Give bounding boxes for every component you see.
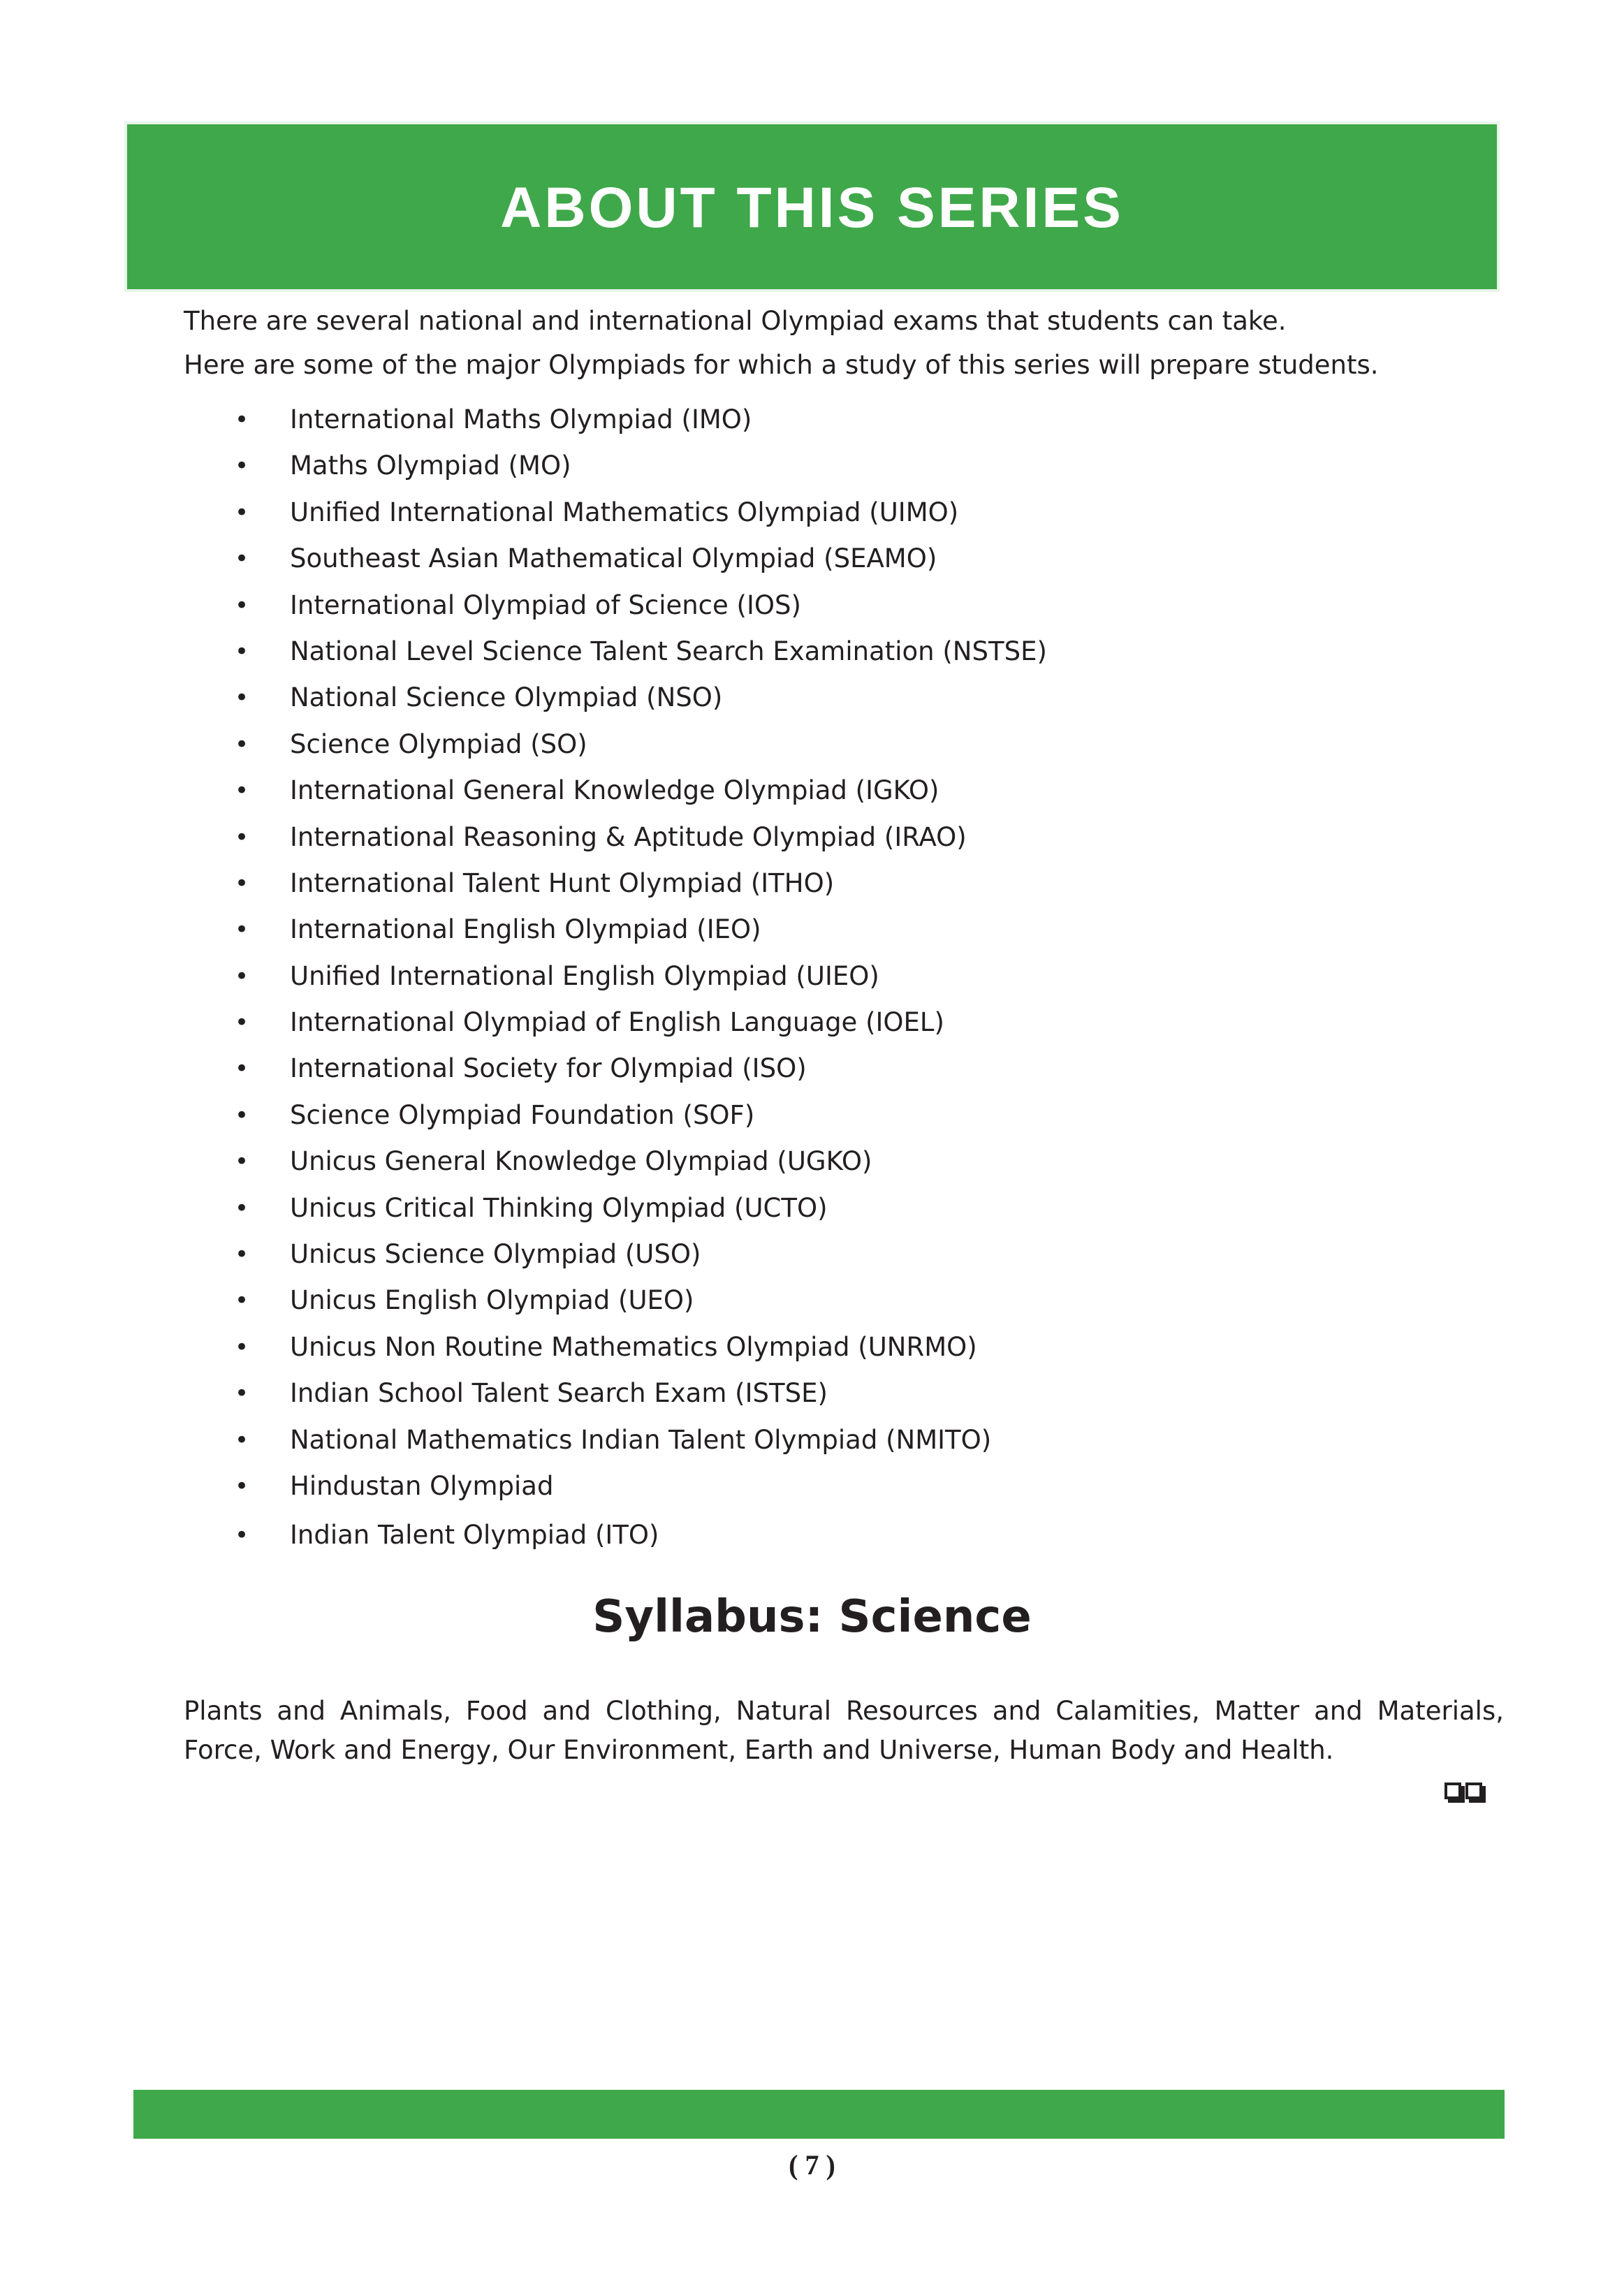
bullet-icon: • (235, 823, 249, 851)
bullet-icon: • (235, 869, 249, 898)
list-item-label: Unified International Mathematics Olympiad (UIMO) (290, 497, 959, 527)
bullet-icon: • (235, 1055, 249, 1083)
bullet-icon: • (235, 1333, 249, 1361)
bullet-icon: • (235, 1240, 249, 1269)
list-item-label: International Olympiad of Science (IOS) (290, 590, 801, 620)
bullet-icon: • (235, 1101, 249, 1129)
bullet-icon: • (235, 1009, 249, 1037)
list-item-label: International Maths Olympiad (IMO) (290, 404, 752, 434)
bullet-icon: • (235, 591, 249, 620)
list-item-label: National Mathematics Indian Talent Olympiad (NMITO) (290, 1424, 992, 1455)
bullet-icon: • (235, 406, 249, 434)
bullet-icon: • (235, 684, 249, 712)
list-item-label: Science Olympiad Foundation (SOF) (290, 1099, 755, 1130)
page-title: ABOUT THIS SERIES (500, 176, 1124, 240)
bullet-icon: • (235, 498, 249, 527)
footer-bar (133, 2090, 1505, 2139)
list-item-label: Indian School Talent Search Exam (ISTSE) (290, 1378, 828, 1409)
syllabus-heading: Syllabus: Science (592, 1591, 1032, 1643)
list-item-label: National Science Olympiad (NSO) (290, 682, 723, 713)
bullet-icon: • (235, 1194, 249, 1222)
list-item-label: International Olympiad of English Language (IOEL) (290, 1007, 944, 1038)
bullet-icon: • (235, 545, 249, 573)
list-item-label: National Level Science Talent Search Examination (NSTSE) (290, 636, 1047, 666)
list-item-label: Hindustan Olympiad (290, 1470, 554, 1501)
bullet-icon: • (235, 730, 249, 759)
intro-line-1: There are several national and international Olympiad exams that students can take. (184, 306, 1287, 336)
list-item-label: Southeast Asian Mathematical Olympiad (SEAMO) (290, 543, 937, 574)
header-banner (127, 124, 1497, 289)
list-item-label: International Reasoning & Aptitude Olympiad (IRAO) (290, 821, 967, 852)
list-item-label: Science Olympiad (SO) (290, 729, 587, 759)
bullet-icon: • (235, 1379, 249, 1408)
end-box-icon (1465, 1782, 1482, 1799)
list-item-label: International Society for Olympiad (ISO) (290, 1053, 807, 1084)
page-number: ( 7 ) (789, 2149, 835, 2181)
intro-section (184, 299, 1511, 387)
list-item-label: International Talent Hunt Olympiad (ITHO) (290, 868, 835, 898)
bullet-icon: • (235, 637, 249, 666)
end-box-icon (1444, 1782, 1461, 1799)
bullet-icon: • (235, 452, 249, 481)
syllabus-text: Plants and Animals, Food and Clothing, Natural Resources and Calamities, Matter and Materials, Force, Work and Energy, Our Environment, Earth and Universe, Human Body and Health. (184, 1696, 1504, 1765)
bullet-icon: • (235, 777, 249, 805)
list-item-label: Unicus General Knowledge Olympiad (UGKO) (290, 1146, 872, 1177)
list-item-label: Unicus Critical Thinking Olympiad (UCTO) (290, 1192, 828, 1223)
list-item-label: Indian Talent Olympiad (ITO) (290, 1520, 659, 1551)
intro-line-2: Here are some of the major Olympiads for which a study of this series will prepare students. (184, 350, 1379, 380)
end-of-section-icon (1444, 1782, 1482, 1799)
bullet-icon: • (235, 1472, 249, 1500)
list-item-label: International English Olympiad (IEO) (290, 914, 761, 945)
list-item-label: International General Knowledge Olympiad (IGKO) (290, 775, 939, 806)
bullet-icon: • (235, 1426, 249, 1454)
list-item-label: Maths Olympiad (MO) (290, 451, 571, 481)
bullet-icon: • (235, 1148, 249, 1176)
bullet-icon: • (235, 916, 249, 944)
bullet-icon: • (235, 1521, 249, 1550)
list-item-label: Unicus English Olympiad (UEO) (290, 1285, 694, 1316)
list-item-label: Unified International English Olympiad (UIEO) (290, 960, 879, 991)
bullet-icon: • (235, 1287, 249, 1315)
list-item-label: Unicus Non Routine Mathematics Olympiad (UNRMO) (290, 1331, 977, 1362)
list-item-label: Unicus Science Olympiad (USO) (290, 1239, 701, 1270)
bullet-icon: • (235, 962, 249, 990)
